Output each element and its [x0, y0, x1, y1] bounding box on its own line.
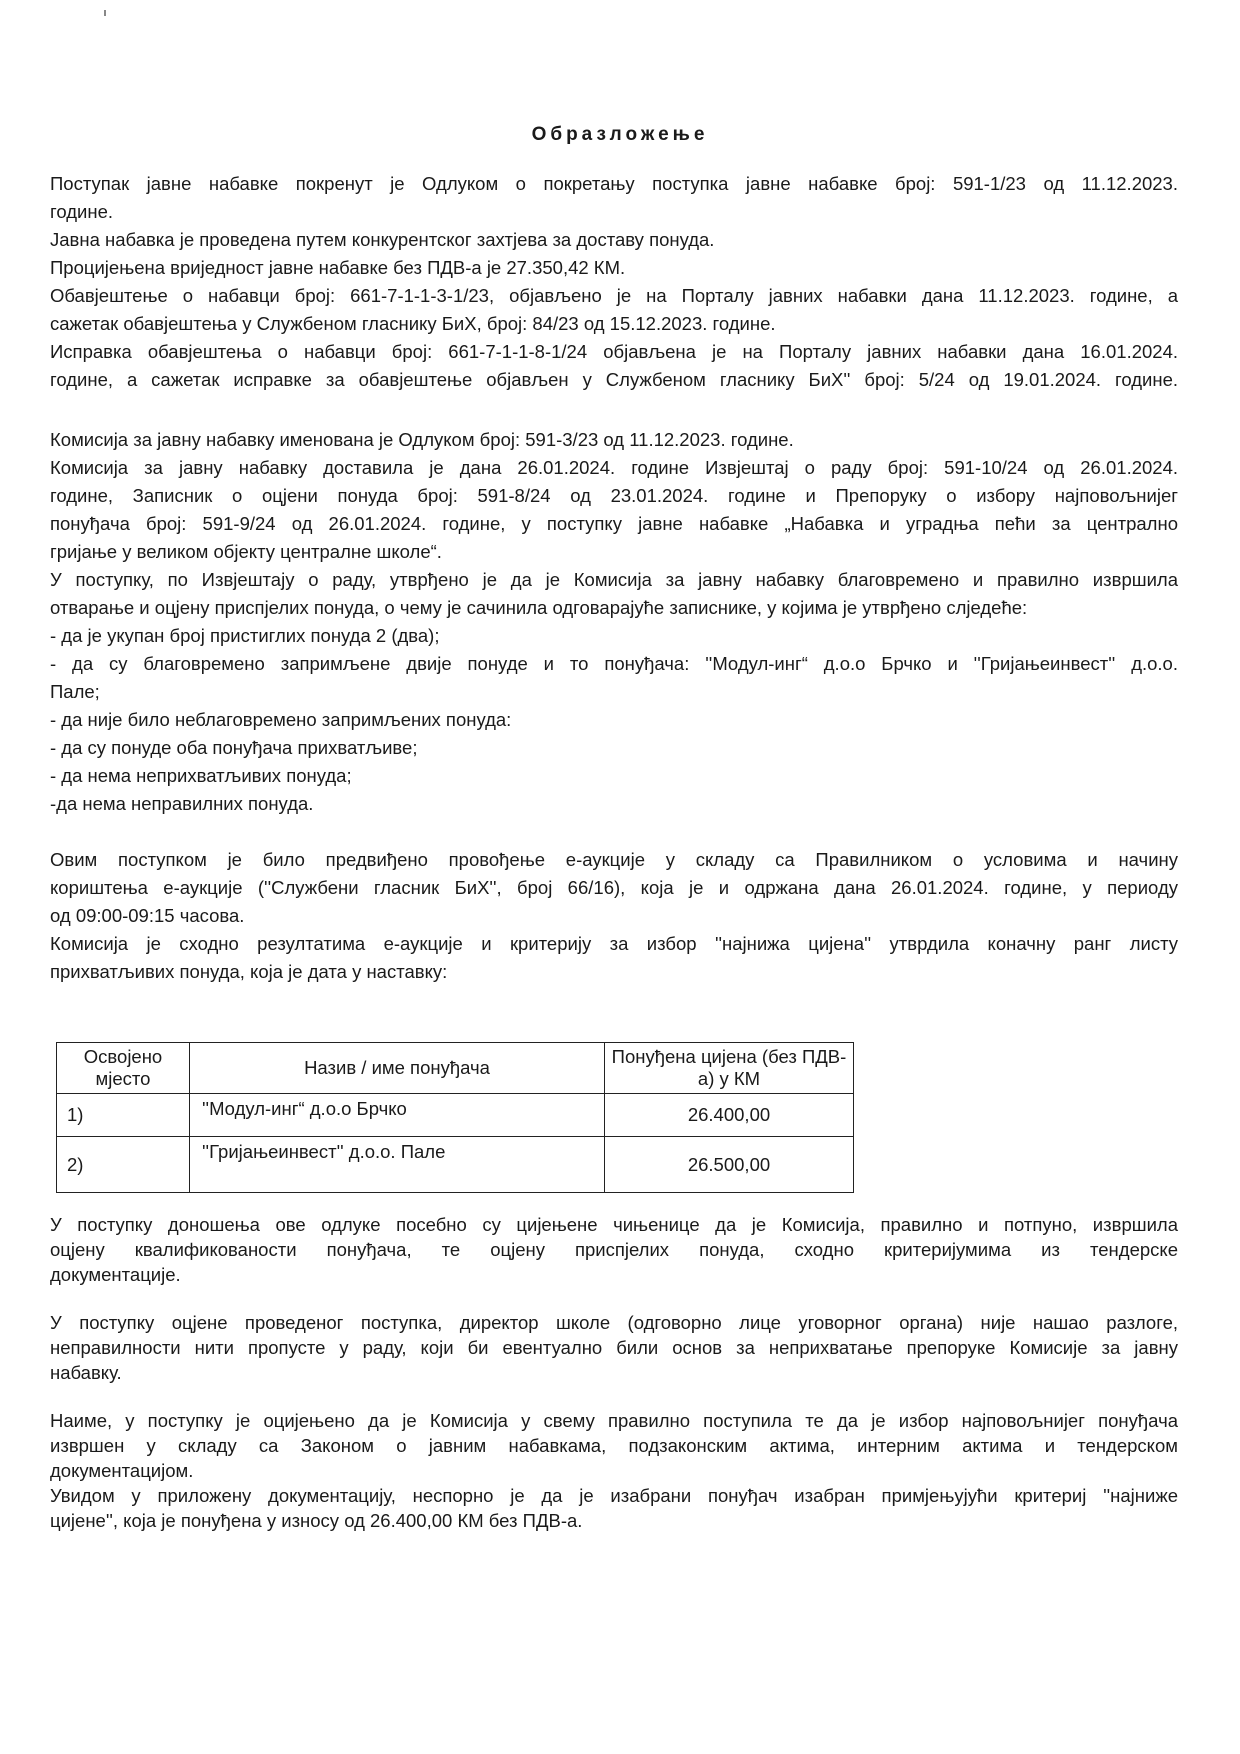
e-auction-section — [50, 846, 1178, 986]
text-line: неправилности нити пропусте у раду, који би евентуално били основ за неприхватање препоруке Комисије за јавну — [50, 1337, 1178, 1358]
text-line: од 09:00-09:15 часова. — [50, 905, 245, 926]
scan-speck — [104, 10, 106, 16]
text-line: отварање и оцјену приспјелих понуда, о чему је сачинила одговарајуће записнике, у којима је утврђено слједеће: — [50, 597, 1028, 618]
text-line: Процијењена вриједност јавне набавке без ПДВ-а је 27.350,42 КМ. — [50, 257, 626, 278]
text-line: Овим поступком је било предвиђено провођење е-аукције у складу са Правилником о условима и начину — [50, 849, 1178, 870]
bidder-cell: ''Модул-инг“ д.о.о Брчко — [190, 1094, 605, 1137]
list-item: - да су благовремено запримљене двије понуде и то понуђача: ''Модул-инг“ д.о.о Брчко и ''Гријањеинвест'' д.о.о. — [50, 653, 1178, 674]
text-line: Исправка обавјештења о набавци број: 661-7-1-1-8-1/24 објављена је на Порталу јавних набавки дана 16.01.2024. — [50, 341, 1178, 362]
text-line: Комисија је сходно резултатима е-аукције и критерију за избор ''најнижа цијена'' утврдила коначну ранг листу — [50, 933, 1178, 954]
text-line: Увидом у приложену документацију, неспорно је да је изабрани понуђач изабран примјењујући критериј ''најниже — [50, 1485, 1178, 1506]
conclusion-paragraph — [50, 1408, 1178, 1533]
text-line: гријање у великом објекту централне школе“. — [50, 541, 442, 562]
text-line: године, а сажетак исправке за обавјештење објављен у Службеном гласнику БиХ'' број: 5/24 од 19.01.2024. године. — [50, 369, 1178, 390]
list-item: - да није било неблаговремено запримљених понуда: — [50, 709, 512, 730]
list-item: - да нема неприхватљивих понуда; — [50, 765, 352, 786]
table-header-row — [57, 1043, 854, 1094]
evaluation-paragraph — [50, 1212, 1178, 1287]
price-cell: 26.400,00 — [605, 1094, 854, 1137]
text-line: Комисија за јавну набавку доставила је дана 26.01.2024. године Извјештај о раду број: 591-10/24 од 26.01.2024. — [50, 457, 1178, 478]
ranking-table — [56, 1042, 854, 1193]
text-line: године, Записник о оцјени понуда број: 591-8/24 од 23.01.2024. године и Препоруку о избору најповољнијег — [50, 485, 1178, 506]
place-cell: 2) — [57, 1137, 190, 1193]
bidder-cell: ''Гријањеинвест'' д.о.о. Пале — [190, 1137, 605, 1193]
text-line: У поступку, по Извјештају о раду, утврђено је да је Комисија за јавну набавку благовремено и правилно извршила — [50, 569, 1178, 590]
list-item: -да нема неправилних понуда. — [50, 793, 314, 814]
text-line: Наиме, у поступку је оцијењено да је Комисија у свему правилно поступила те да је избор најповољнијег понуђача — [50, 1410, 1178, 1431]
text-line: документацијом. — [50, 1460, 194, 1481]
list-item: - да је укупан број пристиглих понуда 2 (два); — [50, 625, 440, 646]
list-item: Пале; — [50, 681, 100, 702]
text-line: извршен у складу са Законом о јавним набавкама, подзаконским актима, интерним актима и тендерском — [50, 1435, 1178, 1456]
procurement-intro — [50, 170, 1178, 394]
table-row — [57, 1137, 854, 1193]
text-line: Обавјештење о набавци број: 661-7-1-1-3-1/23, објављено је на Порталу јавних набавки дана 11.12.2023. године, а — [50, 285, 1178, 306]
commission-section — [50, 426, 1178, 818]
text-line: документације. — [50, 1264, 181, 1285]
text-line: Комисија за јавну набавку именована је Одлуком број: 591-3/23 од 11.12.2023. године. — [50, 429, 794, 450]
text-line: понуђача број: 591-9/24 од 26.01.2024. године, у поступку јавне набавке „Набавка и уградња пећи за централно — [50, 513, 1178, 534]
text-line: набавку. — [50, 1362, 122, 1383]
text-line: прихватљивих понуда, која је дата у наставку: — [50, 961, 448, 982]
text-line: Јавна набавка је проведена путем конкурентског захтјева за доставу понуда. — [50, 229, 715, 250]
price-cell: 26.500,00 — [605, 1137, 854, 1193]
column-header-bidder: Назив / име понуђача — [190, 1043, 605, 1094]
text-line: године. — [50, 201, 113, 222]
column-header-place: Освојено мјесто — [57, 1043, 190, 1094]
place-cell: 1) — [57, 1094, 190, 1137]
text-line: кориштења е-аукције (''Службени гласник БиХ'', број 66/16), која је и одржана дана 26.01.2024. године, у периоду — [50, 877, 1178, 898]
text-line: У поступку доношења ове одлуке посебно су цијењене чињенице да је Комисија, правилно и потпуно, извршила — [50, 1214, 1178, 1235]
list-item: - да су понуде оба понуђача прихватљиве; — [50, 737, 418, 758]
text-line: оцјену квалификованости понуђача, те оцјену приспјелих понуда, сходно критеријумима из тендерске — [50, 1239, 1178, 1260]
text-line: У поступку оцјене проведеног поступка, директор школе (одговорно лице уговорног органа) није нашао разлоге, — [50, 1312, 1178, 1333]
director-paragraph — [50, 1310, 1178, 1385]
document-title: Образложење — [531, 124, 709, 145]
text-line: цијене'', која је понуђена у износу од 26.400,00 КМ без ПДВ-а. — [50, 1510, 583, 1531]
text-line: Поступак јавне набавке покренут је Одлуком о покретању поступка јавне набавке број: 591-1/23 од 11.12.2023. — [50, 173, 1178, 194]
text-line: сажетак обавјештења у Службеном гласнику БиХ, број: 84/23 од 15.12.2023. године. — [50, 313, 776, 334]
column-header-price: Понуђена цијена (без ПДВ-а) у КМ — [605, 1043, 854, 1094]
table-row — [57, 1094, 854, 1137]
